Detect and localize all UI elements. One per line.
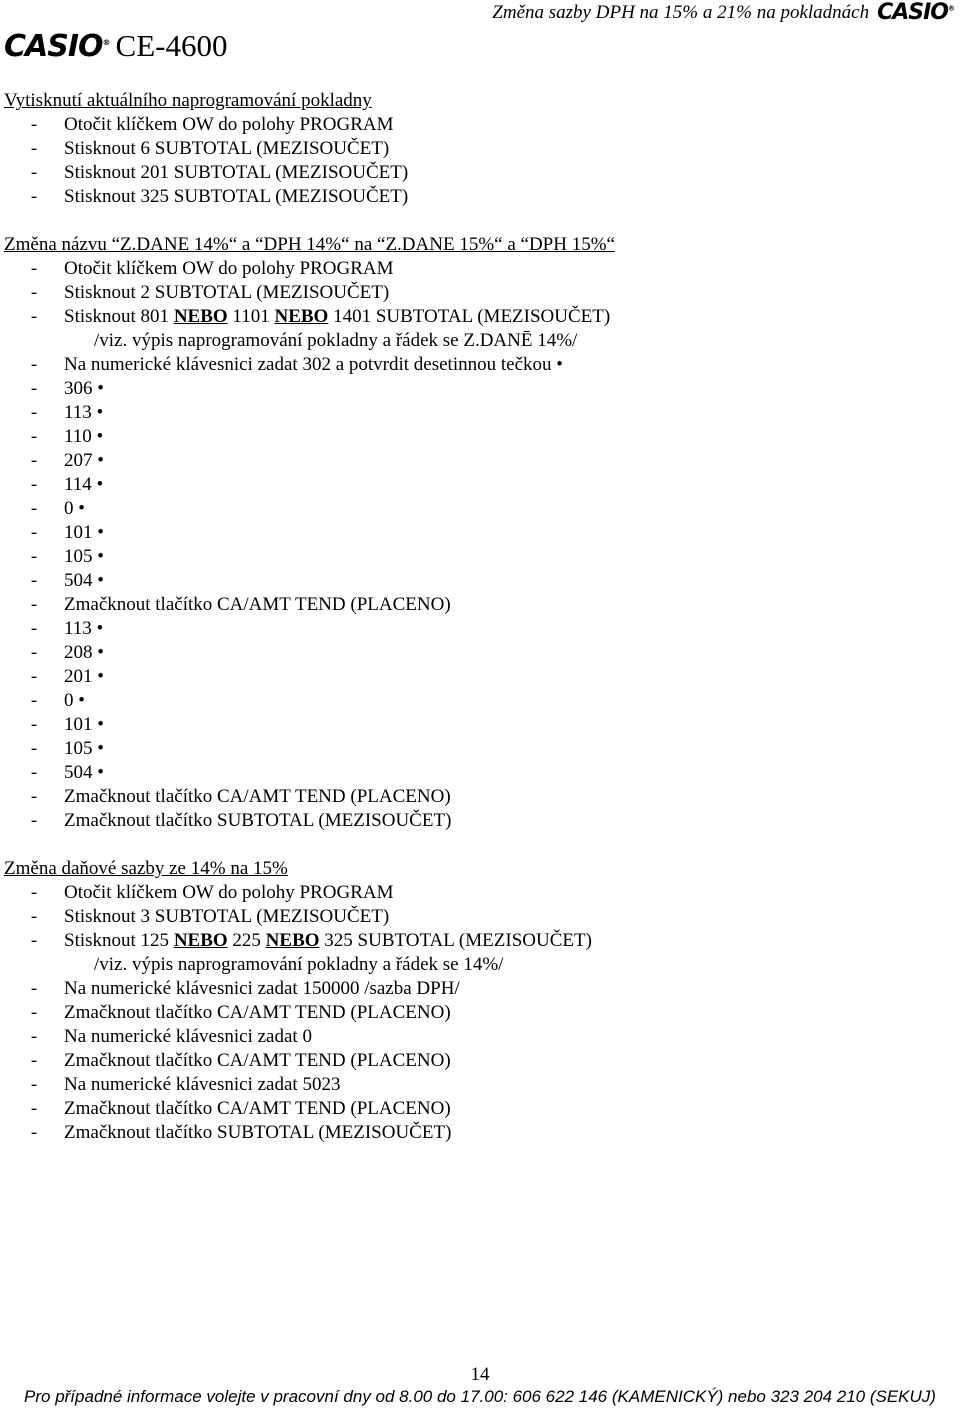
list-item: - Zmačknout tlačítko CA/AMT TEND (PLACENO) xyxy=(30,1050,451,1071)
section-heading: Vytisknutí aktuálního naprogramování pokladny xyxy=(4,90,372,111)
list-item: - 504 • xyxy=(30,570,104,591)
list-item: - 110 • xyxy=(30,426,104,447)
list-item: - Zmačknout tlačítko CA/AMT TEND (PLACENO) xyxy=(30,1098,451,1119)
note-text: /viz. výpis naprogramování pokladny a řádek se Z.DANĒ 14%/ xyxy=(94,330,578,351)
list-item: - Stisknout 801 NEBO 1101 NEBO 1401 SUBTOTAL (MEZISOUČET) xyxy=(30,306,611,327)
list-item: - 207 • xyxy=(30,450,104,471)
casio-logo-small: CASIO® xyxy=(877,0,954,25)
section-heading: Změna názvu “Z.DANE 14%“ a “DPH 14%“ na “Z.DANE 15%“ a “DPH 15%“ xyxy=(4,234,615,255)
list-item: - 208 • xyxy=(30,642,104,663)
list-item: - Na numerické klávesnici zadat 0 xyxy=(30,1026,312,1047)
list-item: - Otočit klíčkem OW do polohy PROGRAM xyxy=(30,258,394,279)
list-item: - Na numerické klávesnici zadat 5023 xyxy=(30,1074,341,1095)
model-name: CE-4600 xyxy=(115,28,228,63)
list-item: - 113 • xyxy=(30,402,104,423)
list-item: - Zmačknout tlačítko SUBTOTAL (MEZISOUČET) xyxy=(30,1122,452,1143)
section-heading: Změna daňové sazby ze 14% na 15% xyxy=(4,858,288,879)
list-item: - Otočit klíčkem OW do polohy PROGRAM xyxy=(30,114,394,135)
document-title: Změna sazby DPH na 15% a 21% na pokladnách xyxy=(492,2,870,23)
page-header-right xyxy=(492,2,954,24)
list-item: - Stisknout 6 SUBTOTAL (MEZISOUČET) xyxy=(30,138,390,159)
list-item: - 504 • xyxy=(30,762,104,783)
list-item: - Stisknout 201 SUBTOTAL (MEZISOUČET) xyxy=(30,162,409,183)
page-number: 14 xyxy=(470,1364,490,1385)
list-item: - 101 • xyxy=(30,522,104,543)
document-body xyxy=(4,89,950,1145)
list-item: - 105 • xyxy=(30,738,104,759)
list-item: - 201 • xyxy=(30,666,104,687)
list-item: - Stisknout 325 SUBTOTAL (MEZISOUČET) xyxy=(30,186,409,207)
list-item: - 0 • xyxy=(30,498,85,519)
list-item: - Na numerické klávesnici zadat 302 a potvrdit desetinnou tečkou • xyxy=(30,354,563,375)
list-item: - Zmačknout tlačítko CA/AMT TEND (PLACENO) xyxy=(30,1002,451,1023)
page-header-left xyxy=(4,28,227,64)
list-item: - Zmačknout tlačítko CA/AMT TEND (PLACENO) xyxy=(30,594,451,615)
list-item: - 0 • xyxy=(30,690,85,711)
note-text: /viz. výpis naprogramování pokladny a řádek se 14%/ xyxy=(94,954,504,975)
casio-logo: CASIO® xyxy=(4,29,110,64)
list-item: - 105 • xyxy=(30,546,104,567)
list-item: - Stisknout 3 SUBTOTAL (MEZISOUČET) xyxy=(30,906,390,927)
list-item: - Stisknout 2 SUBTOTAL (MEZISOUČET) xyxy=(30,282,390,303)
list-item: - 306 • xyxy=(30,378,104,399)
list-item: - 114 • xyxy=(30,474,104,495)
list-item: - 113 • xyxy=(30,618,104,639)
list-item: - 101 • xyxy=(30,714,104,735)
list-item: - Zmačknout tlačítko CA/AMT TEND (PLACENO) xyxy=(30,786,451,807)
footer-contact: Pro případné informace volejte v pracovní dny od 8.00 do 17.00: 606 622 146 (KAMENICKÝ) nebo 323 204 210 (SEKUJ) xyxy=(24,1387,936,1406)
list-item: - Otočit klíčkem OW do polohy PROGRAM xyxy=(30,882,394,903)
list-item: - Stisknout 125 NEBO 225 NEBO 325 SUBTOTAL (MEZISOUČET) xyxy=(30,930,592,951)
list-item: - Na numerické klávesnici zadat 150000 /sazba DPH/ xyxy=(30,978,460,999)
list-item: - Zmačknout tlačítko SUBTOTAL (MEZISOUČET) xyxy=(30,810,452,831)
